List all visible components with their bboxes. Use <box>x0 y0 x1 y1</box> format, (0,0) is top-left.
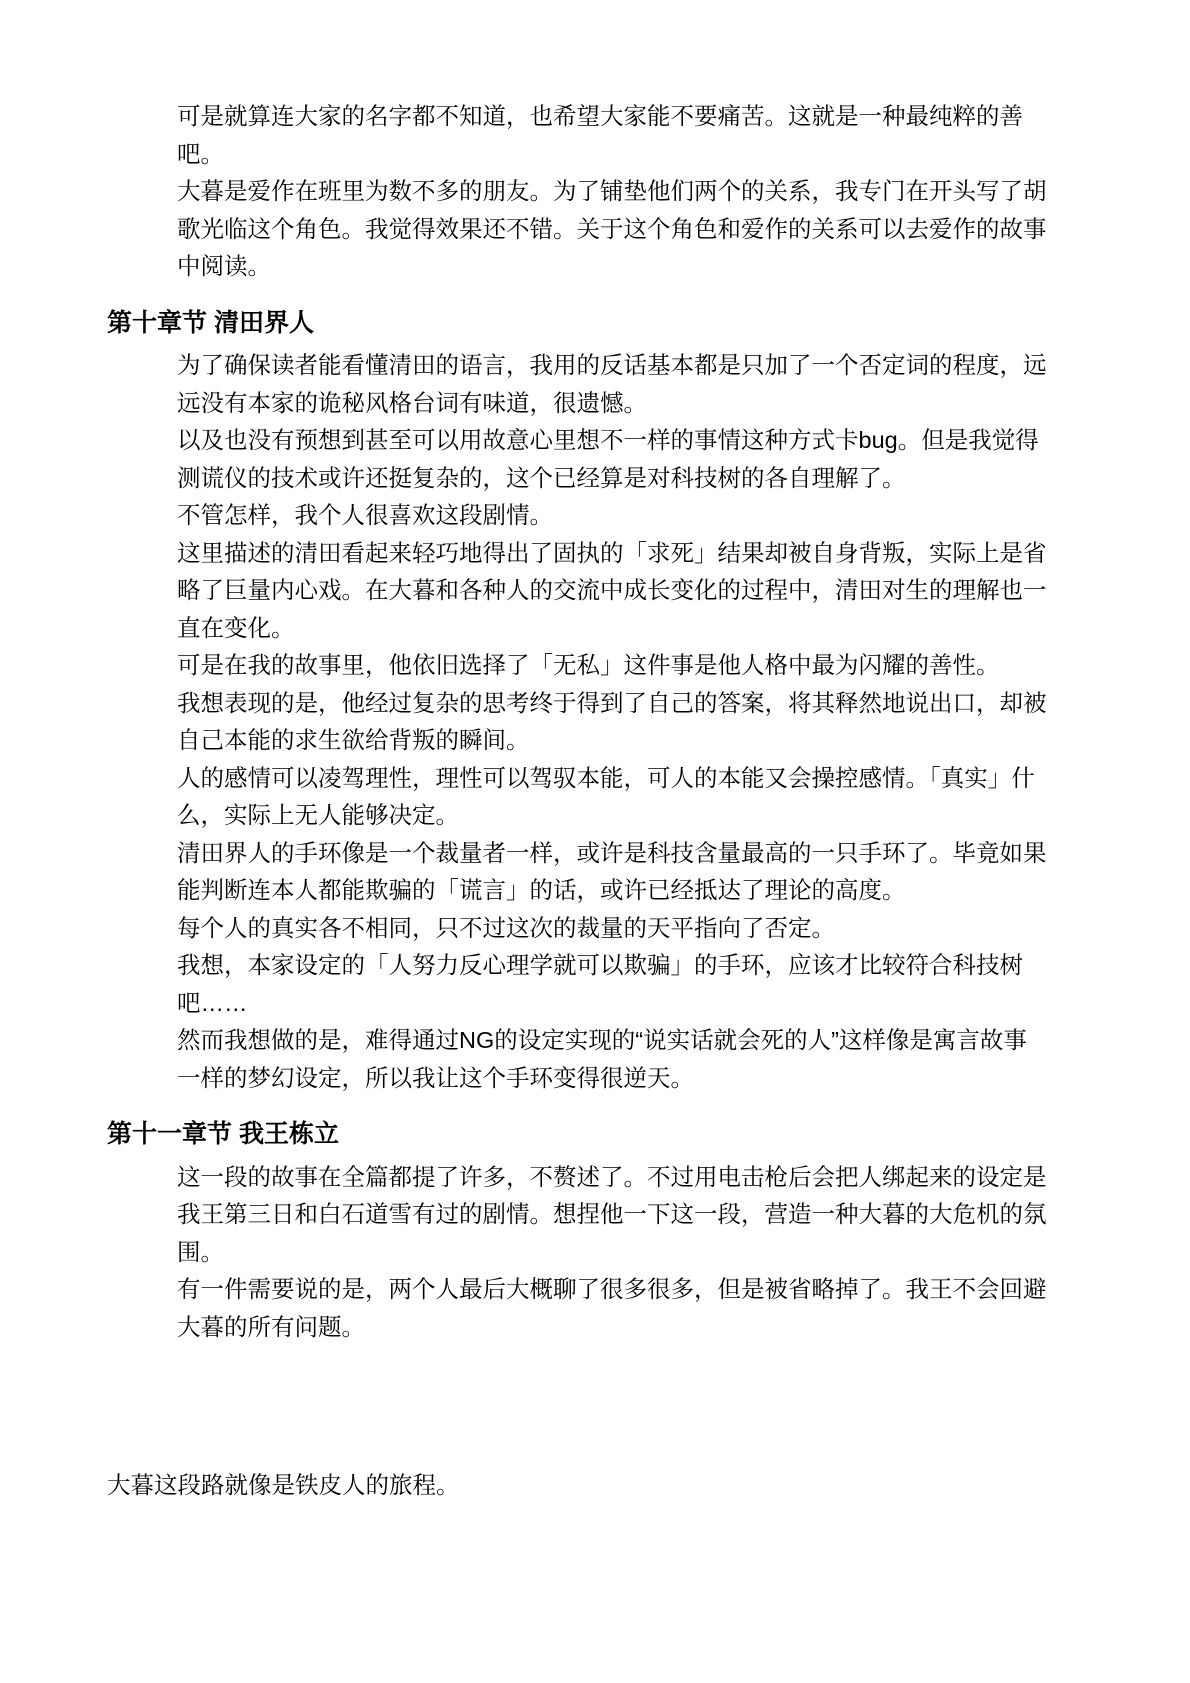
paragraph <box>177 422 1130 497</box>
text-line: 能判断连本人都能欺骗的「谎言」的话，或许已经抵达了理论的高度。 <box>177 877 906 903</box>
text-line: 一样的梦幻设定，所以我让这个手环变得很逆天。 <box>177 1064 694 1091</box>
text-line: 围。 <box>177 1238 224 1265</box>
paragraph <box>177 1022 1130 1097</box>
text-line: 吧…… <box>177 989 248 1016</box>
document-sections <box>107 305 1130 1347</box>
text-line: 清田界人的手环像是一个裁量者一样，或许是科技含量最高的一只手环了。毕竟如果 <box>177 839 1047 866</box>
paragraph <box>177 835 1130 910</box>
paragraph <box>177 685 1130 760</box>
text-line: 然而我想做的是，难得通过NG的设定实现的“说实话就会死的人”这样像是寓言故事 <box>177 1027 1027 1053</box>
text-line: 人的感情可以凌驾理性，理性可以驾驭本能，可人的本能又会操控感情。「真实」什 <box>177 764 1035 791</box>
text-line: 为了确保读者能看懂清田的语言，我用的反话基本都是只加了一个否定词的程度，远 <box>177 352 1047 378</box>
paragraph <box>177 760 1130 835</box>
text-line: 测谎仪的技术或许还挺复杂的，这个已经算是对科技树的各自理解了。 <box>177 464 906 491</box>
paragraph <box>177 98 1130 173</box>
text-line: 我王第三日和白石道雪有过的剧情。想捏他一下这一段，营造一种大暮的大危机的氛 <box>177 1201 1047 1227</box>
text-line: 直在变化。 <box>177 614 295 641</box>
paragraph <box>177 535 1130 648</box>
text-line: 有一件需要说的是，两个人最后大概聊了很多很多，但是被省略掉了。我王不会回避 <box>177 1276 1047 1302</box>
intro-paragraphs <box>107 98 1130 286</box>
text-line: 吧。 <box>177 140 224 167</box>
closing-line: 大暮这段路就像是铁皮人的旅程。 <box>107 1472 460 1498</box>
text-line: 略了巨量内心戏。在大暮和各种人的交流中成长变化的过程中，清田对生的理解也一 <box>177 577 1047 603</box>
text-line: 大暮是爱作在班里为数不多的朋友。为了铺垫他们两个的关系，我专门在开头写了胡 <box>177 178 1047 204</box>
text-line: 不管怎样，我个人很喜欢这段剧情。 <box>177 502 553 528</box>
text-line: 可是在我的故事里，他依旧选择了「无私」这件事是他人格中最为闪耀的善性。 <box>177 652 1000 678</box>
text-line: 么，实际上无人能够决定。 <box>177 802 459 828</box>
text-line: 这一段的故事在全篇都提了许多，不赘述了。不过用电击枪后会把人绑起来的设定是 <box>177 1163 1047 1190</box>
text-line: 自己本能的求生欲给背叛的瞬间。 <box>177 727 530 753</box>
paragraph <box>177 1159 1130 1272</box>
section-heading: 第十章节 清田界人 <box>107 308 314 337</box>
text-line: 歌光临这个角色。我觉得效果还不错。关于这个角色和爱作的关系可以去爱作的故事 <box>177 215 1047 242</box>
text-line: 中阅读。 <box>177 253 271 279</box>
text-line: 这里描述的清田看起来轻巧地得出了固执的「求死」结果却被自身背叛，实际上是省 <box>177 539 1047 566</box>
paragraph <box>177 497 1130 535</box>
paragraph <box>177 647 1130 685</box>
text-line: 我想，本家设定的「人努力反心理学就可以欺骗」的手环，应该才比较符合科技树 <box>177 952 1023 978</box>
text-line: 远没有本家的诡秘风格台词有味道，很遗憾。 <box>177 389 647 416</box>
paragraph <box>177 947 1130 1022</box>
paragraph <box>177 173 1130 286</box>
paragraph <box>177 347 1130 422</box>
text-line: 以及也没有预想到甚至可以用故意心里想不一样的事情这种方式卡bug。但是我觉得 <box>177 427 1039 453</box>
text-line: 大暮的所有问题。 <box>177 1313 365 1340</box>
section-heading: 第十一章节 我王栋立 <box>107 1120 339 1148</box>
text-line: 可是就算连大家的名字都不知道，也希望大家能不要痛苦。这就是一种最纯粹的善 <box>177 103 1023 129</box>
paragraph <box>177 1271 1130 1346</box>
text-line: 每个人的真实各不相同，只不过这次的裁量的天平指向了否定。 <box>177 914 835 941</box>
paragraph <box>177 910 1130 948</box>
text-line: 我想表现的是，他经过复杂的思考终于得到了自己的答案，将其释然地说出口，却被 <box>177 689 1047 716</box>
